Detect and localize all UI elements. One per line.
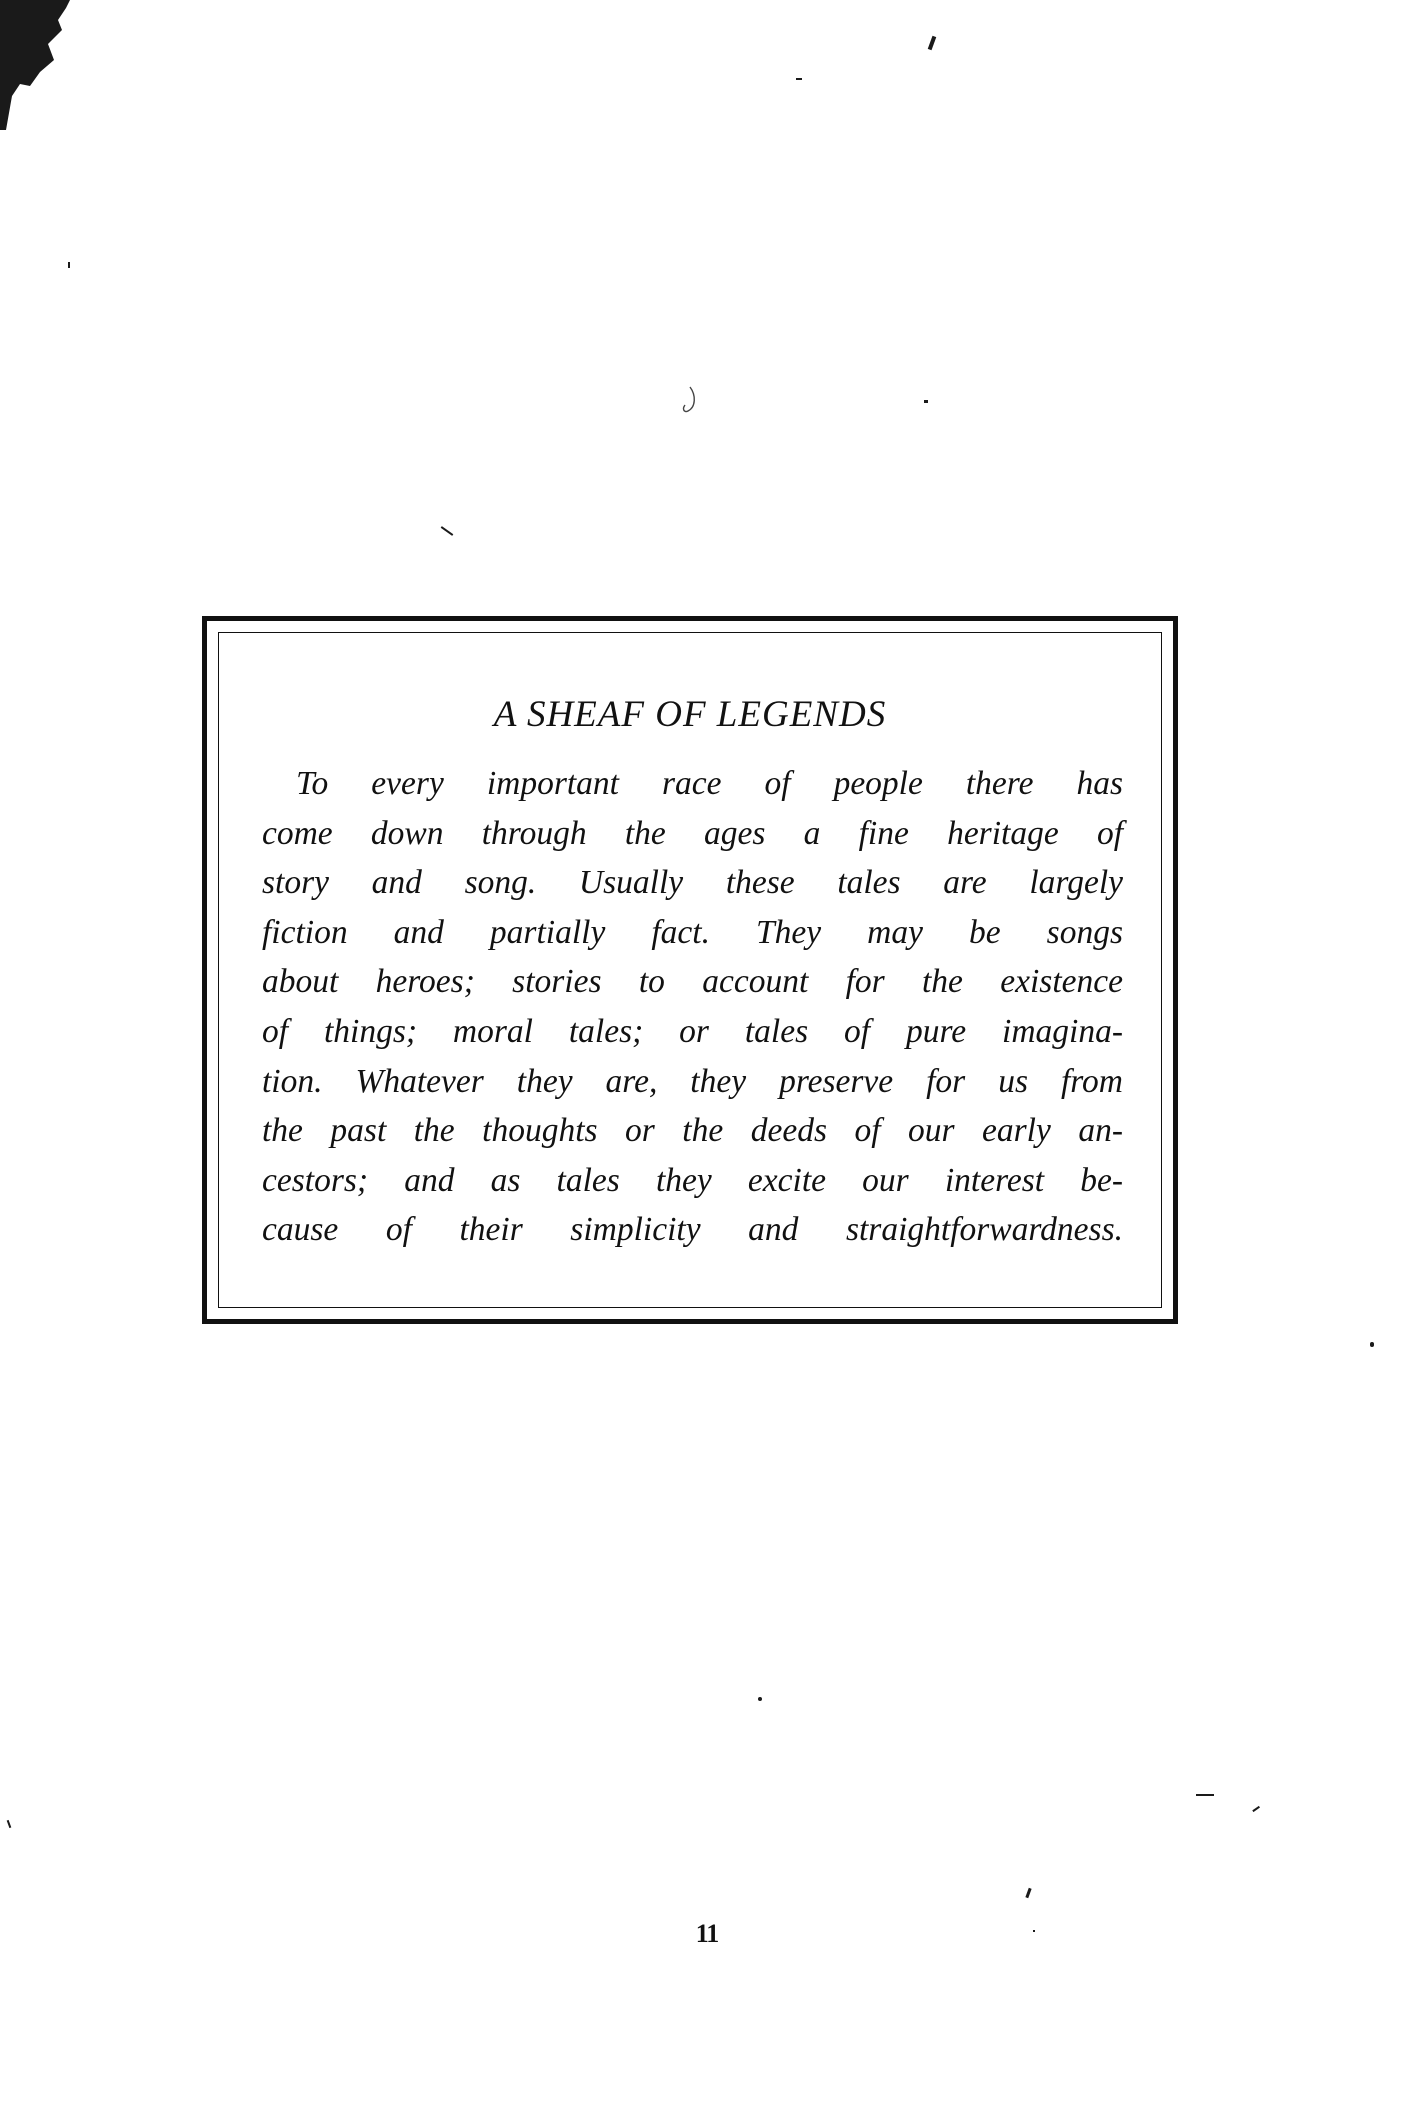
scan-blot-mark — [0, 0, 78, 130]
scan-speck — [1252, 1806, 1259, 1812]
scan-speck — [441, 526, 454, 536]
paragraph-line: about heroes; stories to account for the existence — [262, 963, 1123, 1001]
paragraph-line: the past the thoughts or the deeds of our early an- — [262, 1112, 1123, 1150]
scan-speck — [1025, 1888, 1031, 1898]
legend-paragraph — [262, 759, 1123, 1255]
legend-title: A SHEAF OF LEGENDS — [493, 694, 887, 735]
paragraph-line: of things; moral tales; or tales of pure imagina- — [262, 1012, 1123, 1050]
scan-speck — [1196, 1794, 1214, 1796]
scan-speck — [7, 1820, 12, 1828]
scan-speck — [68, 262, 70, 268]
paragraph-line: come down through the ages a fine heritage of — [262, 814, 1123, 852]
legend-frame — [202, 616, 1178, 1324]
scan-speck — [1370, 1342, 1374, 1347]
paragraph-line: story and song. Usually these tales are largely — [262, 864, 1123, 902]
scan-speck — [796, 78, 802, 80]
paragraph-line: To every important race of people there has — [296, 765, 1123, 802]
scan-speck — [928, 36, 937, 51]
scan-speck — [924, 400, 928, 403]
paragraph-line: tion. Whatever they are, they preserve for us from — [262, 1062, 1123, 1100]
paragraph-line: fiction and partially fact. They may be songs — [262, 913, 1123, 951]
scan-squiggle-mark — [680, 385, 700, 415]
paragraph-line: cause of their simplicity and straightforwardness. — [262, 1211, 1123, 1249]
paragraph-line: cestors; and as tales they excite our interest be- — [262, 1161, 1123, 1199]
page-number: 11 — [695, 1919, 719, 1948]
scan-speck — [758, 1697, 762, 1701]
